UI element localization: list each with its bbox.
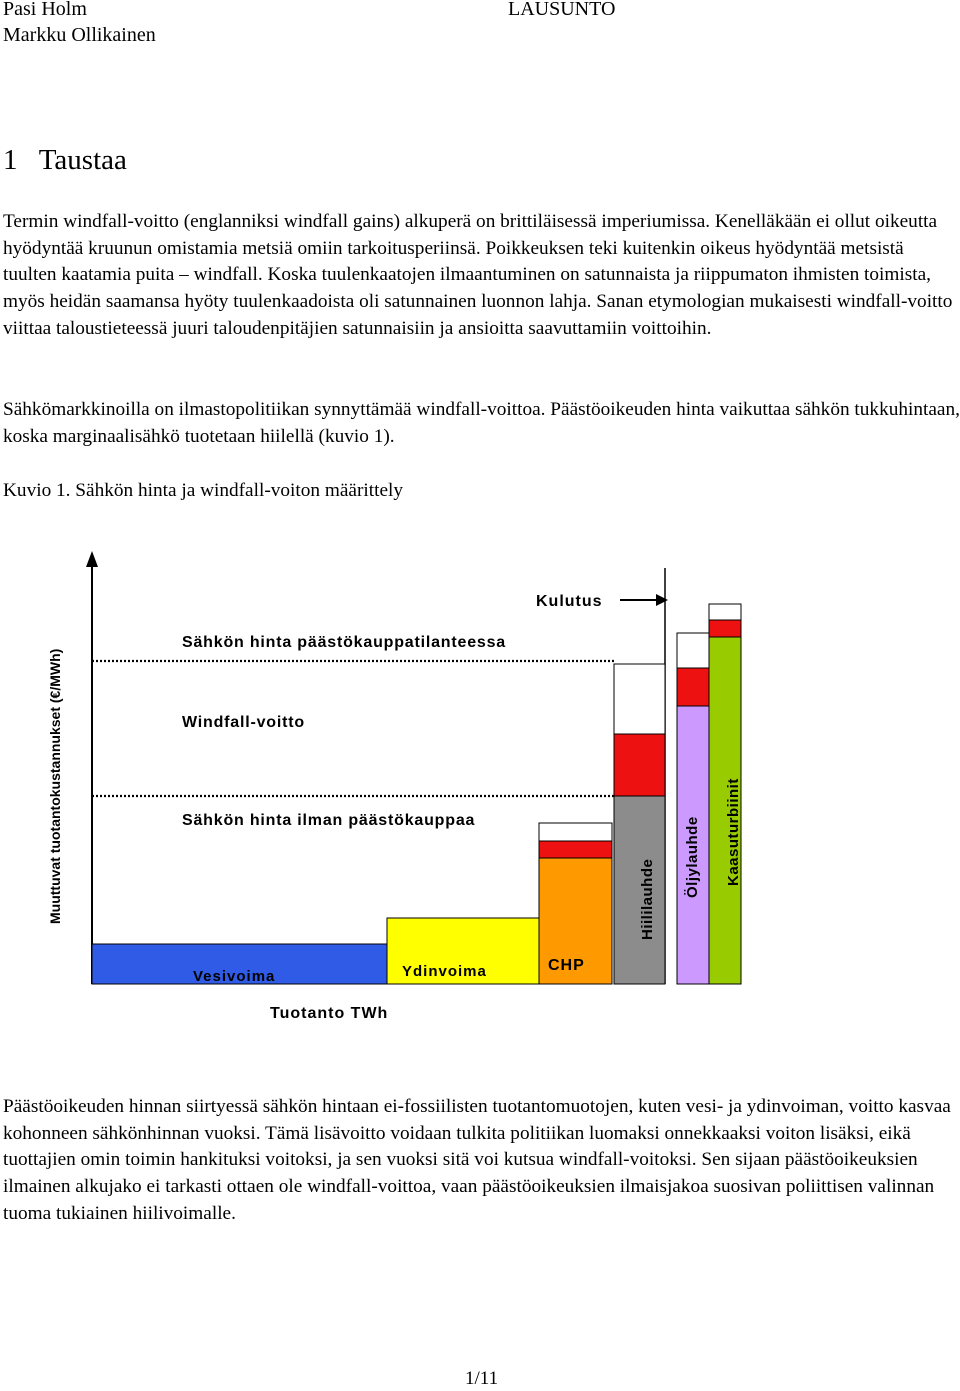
bar-gas-other-cost: [709, 604, 741, 620]
gas-label: Kaasuturbiinit: [725, 778, 742, 886]
bar-coal-emission-cost: [614, 734, 665, 796]
chp-label: CHP: [548, 957, 585, 974]
paragraph-3: Päästöoikeuden hinnan siirtyessä sähkön hintaan ei-fossiilisten tuotantomuotojen, kuten vesi- ja ydinvoiman, voitto kasvaa kohonneen sähkönhinnan vuoksi. Tämä lisävoitto voidaan tulkita politiikan luomaksi onnekkaaksi voiton lisäksi, eikä tuottajien omin toimin hankituksi voitoksi, ja sen vuoksi sitä voi kutsua windfall-voitoksi. Sen sijaan päästöoikeuksien ilmainen alkujako ei tarkasti ottaen ole windfall-voittoa, vaan päästöoikeuksien ilmaisjakoa suosivan poliittisen valinnan tuoma tukiainen hiilivoimalle.: [3, 1096, 951, 1224]
windfall-label: Windfall-voitto: [182, 714, 305, 731]
header-doc-type: LAUSUNTO: [508, 0, 616, 20]
y-axis-label: Muuttuvat tuotantokustannukset (€/MWh): [47, 648, 63, 924]
header-author-2: Markku Ollikainen: [3, 24, 156, 46]
nuclear-label: Ydinvoima: [402, 963, 487, 980]
y-axis-arrow-icon: [86, 551, 98, 567]
merit-order-figure: [0, 540, 960, 1040]
bar-chp-emission-cost: [539, 841, 612, 858]
bar-oil-other-cost: [677, 633, 709, 668]
bar-chp-other-cost: [539, 823, 612, 841]
bar-coal-other-cost: [614, 664, 665, 734]
page-number: 1/11: [465, 1368, 499, 1389]
figure-caption: Kuvio 1. Sähkön hinta ja windfall-voiton määrittely: [3, 480, 404, 501]
paragraph-2: Sähkömarkkinoilla on ilmastopolitiikan synnyttämää windfall-voittoa. Päästöoikeuden hinta vaikuttaa sähkön tukkuhintaan, koska marginaalisähkö tuotetaan hiilellä (kuvio 1).: [3, 399, 960, 447]
demand-arrow-icon: [656, 594, 668, 606]
bar-oil-emission-cost: [677, 668, 709, 706]
section-title: 1 Taustaa: [3, 144, 127, 176]
oil-label: Öljylauhde: [684, 816, 701, 898]
demand-label: Kulutus: [536, 593, 603, 610]
hydro-label: Vesivoima: [193, 968, 276, 985]
price-with-trading-label: Sähkön hinta päästökauppatilanteessa: [182, 634, 506, 651]
header-author-1: Pasi Holm: [3, 0, 87, 20]
x-axis-label: Tuotanto TWh: [270, 1005, 389, 1022]
coal-label: Hiililauhde: [639, 858, 656, 940]
paragraph-1: Termin windfall-voitto (englanniksi windfall gains) alkuperä on brittiläisessä imperiumissa. Kenelläkään ei ollut oikeutta hyödyntää kruunun omistamia metsiä omiin tarkoitusperiinsä. Poikkeuksen teki kuitenkin oikeus hyödyntää metsistä tuulten kaatamia puita – windfall. Koska tuulenkaatojen ilmaantuminen on satunnaista ja riippumaton ihmisten toimista, myös heidän saamansa hyöty tuulenkaadoista oli satunnainen luonnon lahja. Sanan etymologian mukaisesti windfall-voitto viittaa taloustieteessä juuri taloudenpitäjien satunnaisiin ja ansioitta saavuttamiin voittoihin.: [3, 211, 953, 339]
price-without-trading-label: Sähkön hinta ilman päästökauppaa: [182, 812, 476, 829]
bar-gas-emission-cost: [709, 620, 741, 637]
